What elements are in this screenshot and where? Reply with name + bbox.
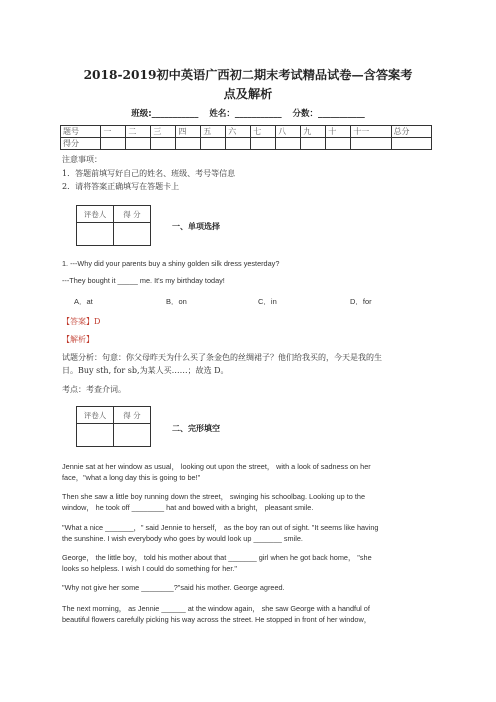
grader-box-2: 评卷人 得 分 (76, 406, 151, 447)
kaodian: 考点：考查介词。 (62, 385, 126, 394)
analysis-line-1: 试题分析：句意：你父母昨天为什么买了条金色的丝绸裙子？他们给我买的，今天是我的生 (62, 353, 382, 362)
note-1: 1．答题前填写好自己的姓名、班级、考号等信息 (62, 169, 236, 178)
analysis-line-2: 日。Buy sth, for sb,为某人买……；故选 D。 (62, 366, 229, 375)
score-field: 分数：___________ (292, 109, 365, 119)
option-c[interactable]: C．in (258, 297, 277, 306)
paragraph-4: George， the little boy， told his mother about that _______ girl when he got back home， "she looks so helpless. I wish I could do something for her." (62, 553, 372, 573)
class-field: 班级:___________ (131, 109, 199, 119)
question-1-line-2: ---They bought it _____ me. It's my birthday today! (62, 276, 225, 285)
note-2: 2．请将答案正确填写在答题卡上 (62, 182, 180, 191)
score-value-row: 得分 (61, 138, 432, 150)
option-d[interactable]: D．for (350, 297, 372, 306)
paragraph-3: "What a nice _______，" said Jennie to herself， as the boy ran out of sight. "It seems like having the sunshine. I wish everybody who goes by would look up _______ smile. (62, 523, 379, 543)
student-info-line (0, 107, 496, 119)
paragraph-6: The next morning， as Jennie ______ at the window again， she saw George with a handful of beautiful flowers carefully picking his way across the street. He stopped in front of her window， (62, 604, 372, 624)
score-header-row: 题号 一 二 三 四 五 六 七 八 九 十 十一 总分 (61, 126, 432, 138)
question-1: 1. ---Why did your parents buy a shiny golden silk dress yesterday? (62, 259, 280, 268)
section-title-2: 二、完形填空 (172, 424, 220, 433)
answer-label: 【答案】D (62, 317, 101, 326)
option-b[interactable]: B．on (166, 297, 187, 306)
paragraph-5: "Why not give her some ________?"said his mother. George agreed. (62, 583, 285, 592)
score-table (60, 125, 432, 150)
exam-title: 2018-2019初中英语广西初二期末考试精品试卷—含答案考 点及解析 (83, 68, 413, 101)
grader-box-1: 评卷人 得 分 (76, 205, 151, 246)
paragraph-2: Then she saw a little boy running down the street， swinging his schoolbag. Looking up to the window， he took off ________ hat and bowed with a bright， pleasant smile. (62, 492, 366, 512)
option-a[interactable]: A．at (74, 297, 93, 306)
section-title-1: 一、单项选择 (172, 222, 220, 231)
notes-title: 注意事项： (62, 155, 102, 164)
analysis-tag: 【解析】 (62, 335, 94, 344)
name-field: 姓名：___________ (209, 109, 282, 119)
paragraph-1: Jennie sat at her window as usual， looking out upon the street， with a look of sadness on her face，"what a long day this is going to be!" (62, 462, 371, 482)
